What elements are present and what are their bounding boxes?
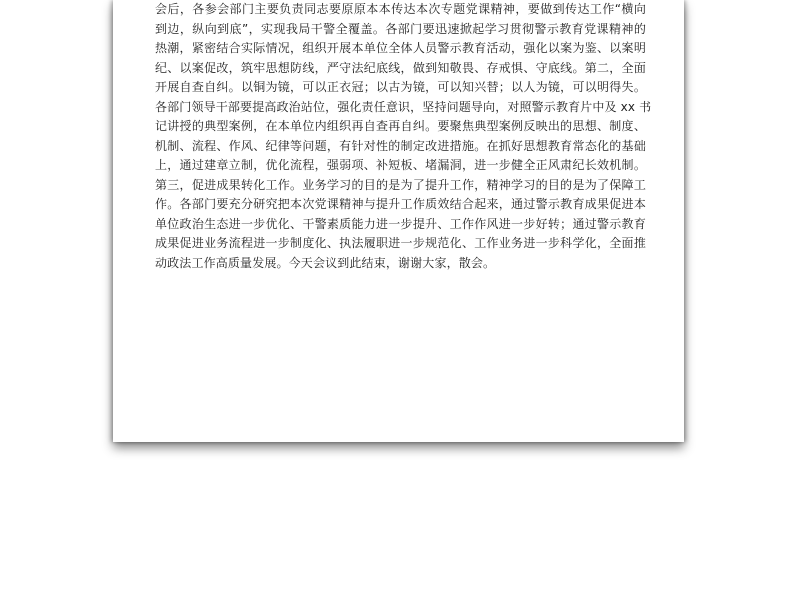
text-line: 会后，各参会部门主要负责同志要原原本本传达本次专题党课精神，要做到传达工作“横向 [155, 2, 646, 16]
text-line: 纪、以案促改，筑牢思想防线，严守法纪底线，做到知敬畏、存戒惧、守底线。第二，全面 [155, 60, 646, 75]
text-line: 成果促进业务流程进一步制度化、执法履职进一步规范化、工作业务进一步科学化，全面推 [155, 236, 646, 250]
text-line: 热潮，紧密结合实际情况，组织开展本单位全体人员警示教育活动，强化以案为鉴、以案明 [155, 41, 646, 55]
document-page [113, 0, 684, 442]
text-line: 上，通过建章立制，优化流程，强弱项、补短板、堵漏洞，进一步健全正风肃纪长效机制。 [155, 158, 646, 172]
text-line: 开展自查自纠。以铜为镜，可以正衣冠；以古为镜，可以知兴替；以人为镜，可以明得失。 [155, 80, 646, 94]
text-line: 到边，纵向到底”，实现我局干警全覆盖。各部门要迅速掀起学习贯彻警示教育党课精神的 [155, 21, 646, 36]
text-line: 动政法工作高质量发展。今天会议到此结束，谢谢大家，散会。 [155, 255, 496, 270]
text-line: 第三，促进成果转化工作。业务学习的目的是为了提升工作，精神学习的目的是为了保障工 [155, 177, 646, 192]
text-line: 各部门领导干部要提高政治站位，强化责任意识，坚持问题导向，对照警示教育片中及 xx 书 [155, 99, 652, 114]
text-line: 单位政治生态进一步优化、干警素质能力进一步提升、工作作风进一步好转；通过警示教育 [155, 216, 646, 231]
document-body [155, 0, 652, 273]
text-line: 机制、流程、作风、纪律等问题，有针对性的制定改进措施。在抓好思想教育常态化的基础 [155, 138, 646, 153]
text-line: 作。各部门要充分研究把本次党课精神与提升工作质效结合起来，通过警示教育成果促进本 [155, 197, 646, 211]
text-line: 记讲授的典型案例，在本单位内组织再自查再自纠。要聚焦典型案例反映出的思想、制度、 [155, 119, 646, 133]
